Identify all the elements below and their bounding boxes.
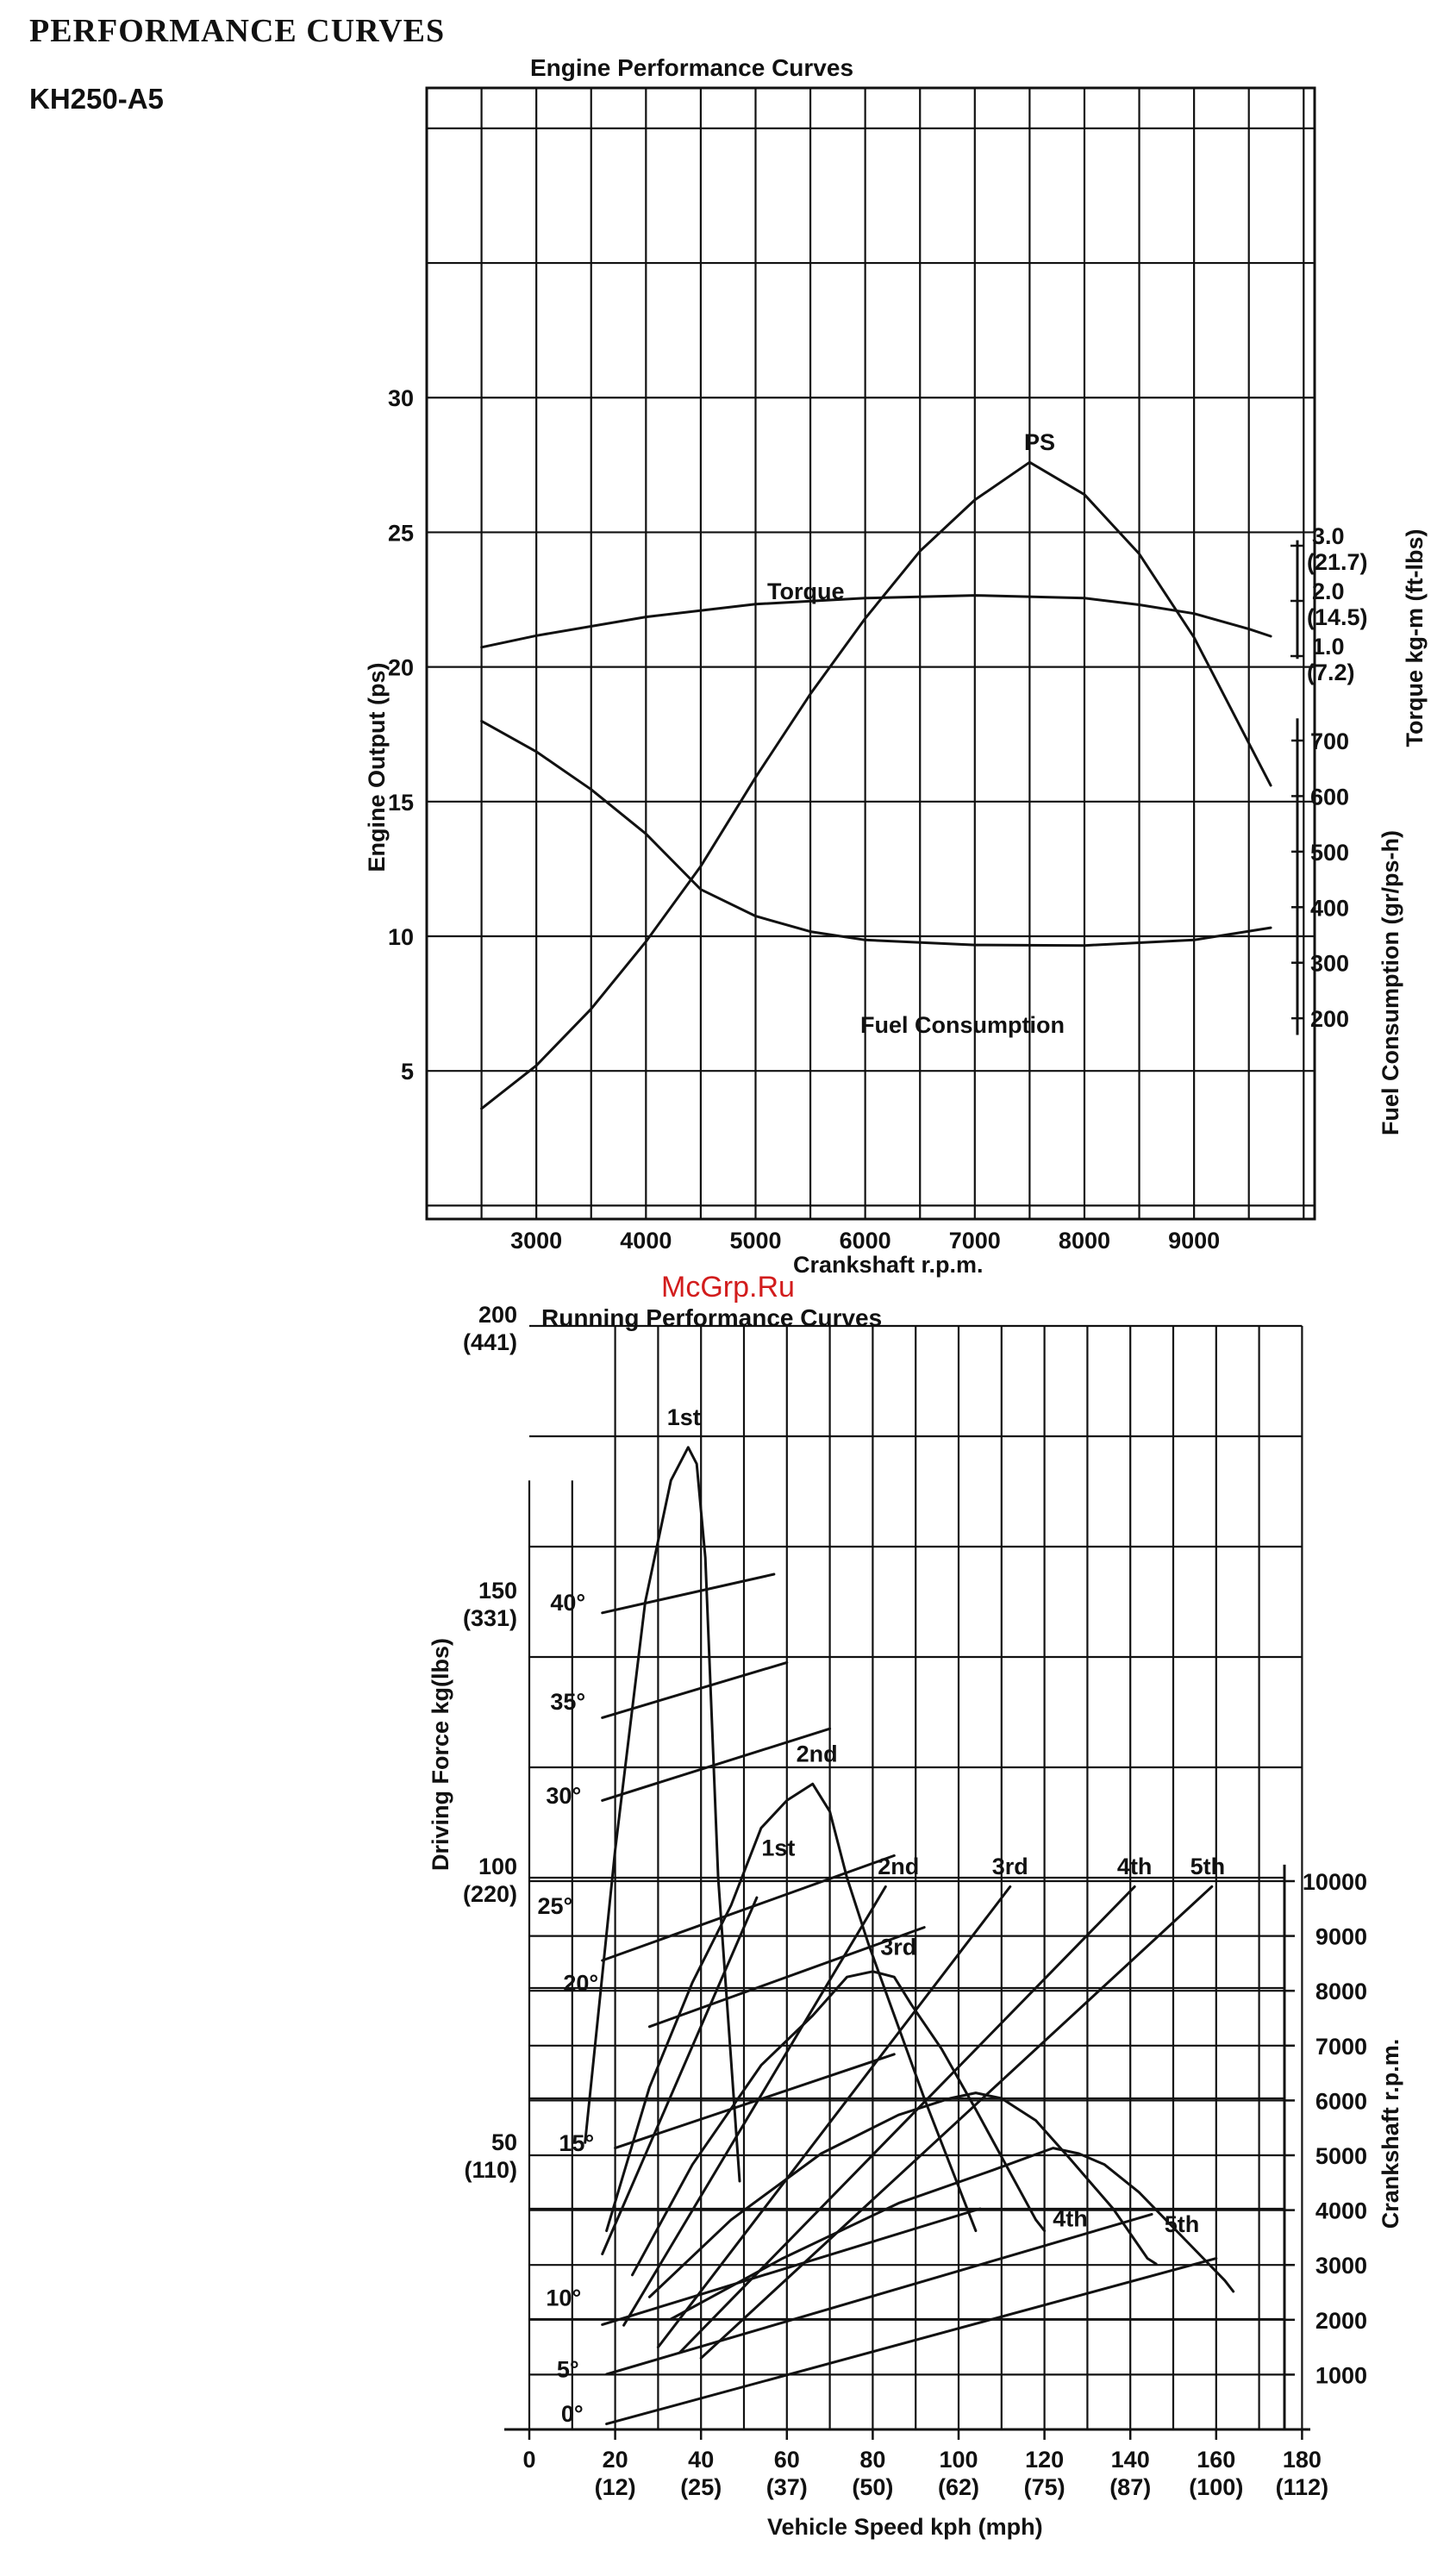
running-x-tick-label: 120 [1025, 2447, 1065, 2473]
gear-label: 4th [1116, 1854, 1153, 1879]
running-x-axis-label: Vehicle Speed kph (mph) [767, 2514, 1043, 2540]
rpm-2nd-line [624, 1886, 886, 2325]
fuel-consumption-curve [482, 721, 1272, 945]
running-x-tick-sublabel: (87) [1109, 2474, 1152, 2500]
fuel-tick-label: 600 [1310, 784, 1350, 810]
fuel-tick-label: 700 [1310, 728, 1350, 754]
driving-force-5th-line [671, 2148, 1233, 2319]
page-title: PERFORMANCE CURVES [29, 13, 446, 49]
gear-label: 1st [666, 1404, 701, 1431]
engine-x-axis-label: Crankshaft r.p.m. [793, 1252, 984, 1278]
engine-x-tick-label: 3000 [510, 1228, 563, 1254]
torque-curve-label: Torque [767, 578, 845, 604]
running-x-tick-label: 100 [939, 2447, 978, 2473]
gear-label: 1st [761, 1835, 796, 1861]
running-x-tick-sublabel: (112) [1275, 2474, 1329, 2500]
torque-tick-sublabel: (14.5) [1307, 604, 1368, 630]
torque-tick-label: 2.0 [1312, 578, 1345, 604]
slope-label: 5° [556, 2356, 579, 2383]
driving-force-axis-label: Driving Force kg(lbs) [428, 1637, 453, 1872]
engine-plot-frame [427, 88, 1315, 1219]
rpm-tick-label: 1000 [1315, 2362, 1367, 2389]
model-label: KH250-A5 [29, 83, 164, 115]
driving-force-3rd-line [633, 1972, 1045, 2275]
crankshaft-rpm-axis-label: Crankshaft r.p.m. [1378, 2038, 1403, 2229]
ps-curve-label: PS [1024, 429, 1056, 455]
driving-force-tick-label: 50 [491, 2129, 517, 2155]
engine-ps-tick-label: 15 [387, 789, 414, 816]
running-x-tick-sublabel: (12) [594, 2474, 636, 2500]
running-x-tick-label: 60 [773, 2447, 800, 2473]
running-x-tick-sublabel: (100) [1189, 2474, 1244, 2500]
running-x-tick-label: 160 [1197, 2447, 1236, 2473]
rpm-tick-label: 10000 [1302, 1869, 1367, 1895]
rpm-tick-label: 3000 [1315, 2253, 1367, 2279]
gear-label: 2nd [878, 1854, 920, 1879]
engine-x-tick-label: 5000 [729, 1228, 782, 1254]
slope-label: 40° [550, 1590, 586, 1616]
running-x-tick-label: 80 [859, 2447, 886, 2473]
slope-label: 0° [560, 2400, 584, 2427]
engine-ps-tick-label: 20 [387, 654, 414, 681]
slope-35deg-line [603, 1662, 787, 1717]
fuel-curve-label: Fuel Consumption [860, 1012, 1065, 1038]
engine-x-tick-label: 6000 [839, 1228, 891, 1254]
slope-label: 15° [559, 2130, 595, 2157]
fuel-axis-label: Fuel Consumption (gr/ps-h) [1378, 830, 1403, 1135]
running-chart-title: Running Performance Curves [541, 1304, 883, 1331]
engine-ps-tick-label: 10 [387, 924, 414, 950]
driving-force-tick-sublabel: (331) [462, 1605, 517, 1631]
gear-label: 2nd [796, 1741, 838, 1767]
rpm-tick-label: 7000 [1315, 2033, 1367, 2060]
gear-label: 4th [1053, 2205, 1088, 2232]
running-x-tick-label: 20 [602, 2447, 628, 2473]
fuel-tick-label: 300 [1310, 950, 1350, 977]
engine-axes [388, 385, 1368, 1254]
running-performance-chart [428, 1302, 1403, 2540]
torque-tick-label: 3.0 [1312, 523, 1345, 549]
engine-ps-tick-label: 5 [400, 1059, 414, 1085]
engine-output-axis-label: Engine Output (ps) [364, 662, 390, 872]
slope-0deg-line [607, 2259, 1216, 2424]
running-labels [537, 1404, 1225, 2427]
driving-force-tick-label: 200 [478, 1302, 517, 1328]
engine-chart-title: Engine Performance Curves [530, 54, 854, 81]
driving-force-tick-sublabel: (220) [462, 1881, 517, 1907]
slope-label: 25° [537, 1893, 573, 1919]
slope-label: 30° [546, 1783, 582, 1809]
engine-x-tick-label: 7000 [948, 1228, 1001, 1254]
torque-tick-label: 1.0 [1312, 634, 1345, 660]
running-x-tick-sublabel: (62) [937, 2474, 980, 2500]
rpm-tick-label: 8000 [1315, 1979, 1367, 2005]
gear-label: 3rd [880, 1934, 917, 1960]
gear-label: 3rd [991, 1854, 1028, 1879]
gear-label: 5th [1164, 2211, 1200, 2238]
running-x-tick-sublabel: (50) [852, 2474, 894, 2500]
slope-label: 20° [563, 1970, 599, 1997]
running-x-tick-sublabel: (25) [680, 2474, 722, 2500]
running-x-tick-sublabel: (37) [765, 2474, 808, 2500]
rpm-tick-label: 9000 [1315, 1923, 1367, 1950]
running-x-tick-label: 0 [522, 2447, 536, 2473]
watermark: McGrp.Ru [661, 1271, 795, 1304]
running-x-tick-label: 40 [688, 2447, 715, 2473]
engine-x-tick-label: 8000 [1058, 1228, 1111, 1254]
fuel-tick-label: 400 [1310, 895, 1350, 922]
rpm-tick-label: 5000 [1315, 2143, 1367, 2169]
slope-label: 10° [546, 2285, 582, 2311]
driving-force-tick-sublabel: (441) [462, 1329, 517, 1355]
fuel-tick-label: 500 [1310, 839, 1350, 866]
slope-label: 35° [550, 1689, 586, 1716]
engine-x-tick-label: 9000 [1168, 1228, 1221, 1254]
rpm-tick-label: 4000 [1315, 2198, 1367, 2224]
driving-force-tick-label: 100 [478, 1854, 517, 1879]
engine-ps-tick-label: 25 [387, 520, 414, 547]
torque-tick-sublabel: (7.2) [1307, 660, 1355, 685]
torque-tick-sublabel: (21.7) [1307, 549, 1368, 575]
slope-40deg-line [603, 1574, 774, 1613]
fuel-tick-label: 200 [1310, 1006, 1350, 1033]
engine-x-tick-label: 4000 [620, 1228, 672, 1254]
engine-grid [427, 88, 1315, 1219]
driving-force-tick-label: 150 [478, 1578, 517, 1604]
running-x-tick-label: 180 [1282, 2447, 1322, 2473]
driving-force-1st-line [585, 1447, 740, 2181]
engine-performance-chart [364, 54, 1428, 1278]
running-x-tick-sublabel: (75) [1023, 2474, 1065, 2500]
torque-axis-label: Torque kg-m (ft-lbs) [1402, 528, 1428, 747]
gear-label: 5th [1190, 1854, 1226, 1879]
driving-force-tick-sublabel: (110) [464, 2157, 517, 2183]
rpm-tick-label: 2000 [1315, 2307, 1367, 2334]
engine-ps-tick-label: 30 [387, 385, 414, 412]
rpm-tick-label: 6000 [1315, 2088, 1367, 2115]
running-x-tick-label: 140 [1110, 2447, 1150, 2473]
